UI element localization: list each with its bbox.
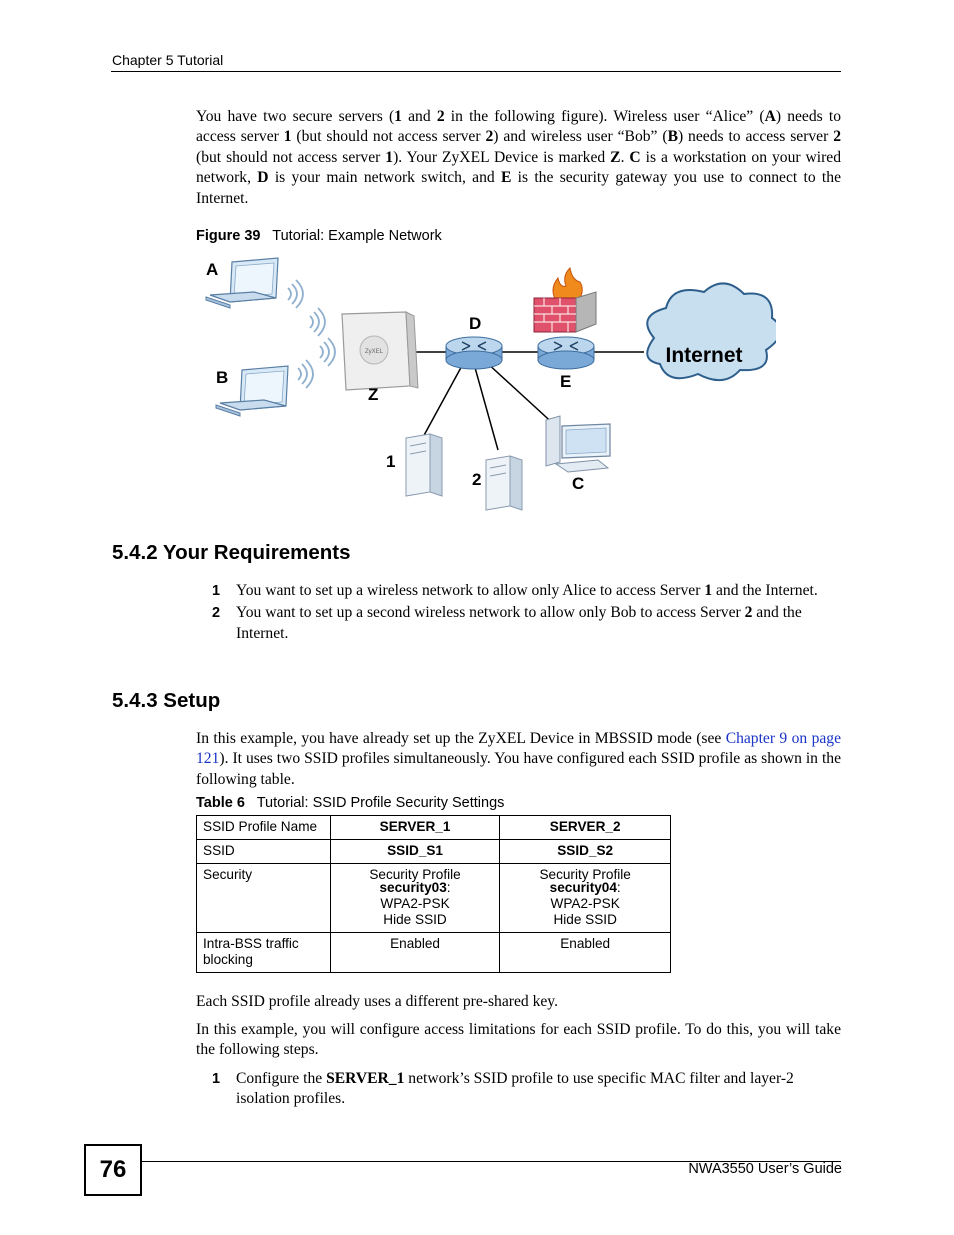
table-cell: Security Profile security03: WPA2-PSK Hide SSID bbox=[330, 864, 500, 933]
access-limitations-paragraph: In this example, you will configure access limitations for each SSID profile. To do this, you will take the following steps. bbox=[196, 1021, 841, 1059]
table-row bbox=[197, 840, 671, 864]
cell-line: Security Profile bbox=[539, 867, 631, 882]
table-cell: SSID_S1 bbox=[330, 840, 500, 864]
step-text: You want to set up a wireless network to allow only Alice to access Server 1 and the Internet. bbox=[236, 582, 818, 599]
cell-line: Security Profile bbox=[369, 867, 461, 882]
label-e: E bbox=[560, 372, 572, 391]
label-c: C bbox=[572, 474, 585, 493]
list-item bbox=[212, 603, 842, 644]
setup-steps-list bbox=[212, 1069, 842, 1112]
figure-label: Figure 39 bbox=[196, 228, 261, 244]
cell-line: Hide SSID bbox=[383, 912, 447, 927]
gateway-router-icon bbox=[538, 337, 594, 369]
label-b: B bbox=[216, 368, 229, 387]
label-server-2: 2 bbox=[472, 470, 482, 489]
list-item bbox=[212, 1069, 842, 1110]
firewall-icon bbox=[534, 268, 596, 332]
chapter-9-link[interactable]: Chapter 9 on page 121 bbox=[196, 730, 841, 768]
cell-line-bold: security03 bbox=[379, 880, 447, 895]
label-server-1: 1 bbox=[386, 452, 396, 471]
step-number: 1 bbox=[212, 1071, 221, 1087]
switch-icon bbox=[446, 337, 502, 369]
table-row bbox=[197, 933, 671, 973]
row-header: Intra-BSS traffic blocking bbox=[197, 933, 331, 973]
table-cell: Enabled bbox=[500, 933, 671, 973]
table-caption bbox=[196, 795, 504, 811]
internet-label: Internet bbox=[665, 344, 743, 367]
cell-line: WPA2-PSK bbox=[550, 896, 620, 911]
header-rule bbox=[111, 71, 841, 72]
row-header: SSID Profile Name bbox=[197, 816, 331, 840]
ap-brand-text: ZyXEL bbox=[364, 349, 384, 355]
access-point-icon bbox=[342, 312, 418, 390]
cell-line-bold: security04 bbox=[549, 880, 617, 895]
network-diagram bbox=[196, 250, 776, 520]
setup-paragraph bbox=[196, 729, 841, 790]
link-switch-workstation bbox=[486, 362, 558, 428]
link-switch-server2 bbox=[474, 364, 498, 450]
table-cell: SERVER_1 bbox=[330, 816, 500, 840]
list-item bbox=[212, 581, 842, 601]
intro-paragraph: You have two secure servers (1 and 2 in the following figure). Wireless user “Alice” (A) needs to access server 1 (but should not access server 2) and wireless user “Bob” (B) needs to access server 2 (but should not access server 1). Your ZyXEL Device is marked Z. C is a workstation on your wired network, D is your main network switch, and E is the security gateway you use to connect to the Internet. bbox=[196, 108, 842, 207]
label-z: Z bbox=[368, 385, 379, 404]
guide-title: NWA3550 User’s Guide bbox=[688, 1161, 842, 1177]
step-text: Configure the SERVER_1 network’s SSID profile to use specific MAC filter and layer-2 isolation profiles. bbox=[236, 1070, 794, 1108]
section-heading-requirements: 5.4.2 Your Requirements bbox=[112, 541, 351, 564]
workstation-icon bbox=[546, 416, 610, 472]
ssid-profile-table bbox=[196, 815, 671, 973]
table-title: Tutorial: SSID Profile Security Settings bbox=[256, 795, 505, 811]
setup-text-post: ). It uses two SSID profiles simultaneously. You have configured each SSID profile as shown in the following table. bbox=[196, 750, 841, 788]
cell-line: WPA2-PSK bbox=[380, 896, 450, 911]
server-1-icon bbox=[406, 434, 442, 496]
label-a: A bbox=[206, 260, 219, 279]
step-number: 2 bbox=[212, 605, 221, 622]
table-cell: Enabled bbox=[330, 933, 500, 973]
table-cell: Security Profile security04: WPA2-PSK Hide SSID bbox=[500, 864, 671, 933]
figure-caption bbox=[196, 228, 442, 244]
table-label: Table 6 bbox=[196, 795, 245, 811]
table-cell: SERVER_2 bbox=[500, 816, 671, 840]
preshared-key-paragraph: Each SSID profile already uses a different pre-shared key. bbox=[196, 993, 558, 1010]
row-header: SSID bbox=[197, 840, 331, 864]
section-heading-setup: 5.4.3 Setup bbox=[112, 689, 221, 712]
requirements-list bbox=[212, 581, 842, 646]
label-d: D bbox=[469, 314, 482, 333]
cell-line: Hide SSID bbox=[553, 912, 617, 927]
step-number: 1 bbox=[212, 583, 221, 599]
row-header: Security bbox=[197, 864, 331, 933]
page-number: 76 bbox=[84, 1144, 142, 1196]
table-cell: SSID_S2 bbox=[500, 840, 671, 864]
server-2-icon bbox=[486, 456, 522, 510]
step-text: You want to set up a second wireless network to allow only Bob to access Server 2 and the Internet. bbox=[236, 604, 802, 642]
setup-text-pre: In this example, you have already set up the ZyXEL Device in MBSSID mode (see bbox=[196, 730, 726, 747]
table-row bbox=[197, 864, 671, 933]
table-row bbox=[197, 816, 671, 840]
wireless-waves-icon bbox=[288, 280, 335, 388]
figure-title: Tutorial: Example Network bbox=[272, 228, 442, 244]
running-header: Chapter 5 Tutorial bbox=[112, 52, 224, 68]
